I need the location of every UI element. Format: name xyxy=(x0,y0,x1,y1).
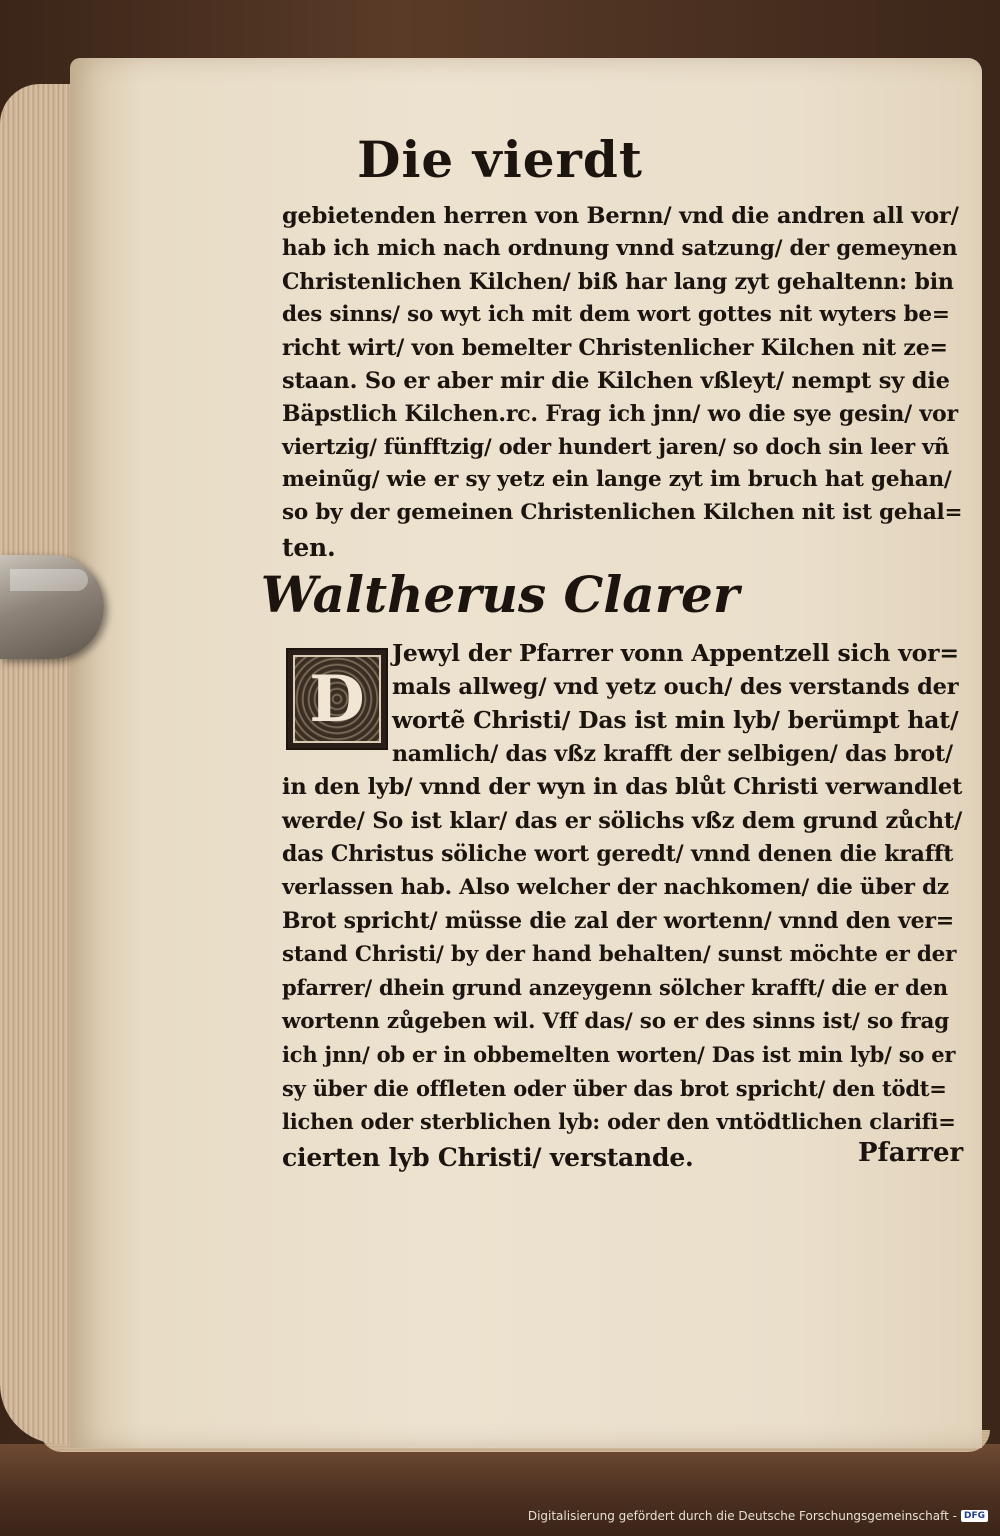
catchword: Pfarrer xyxy=(858,1138,964,1168)
running-head: Die vierdt xyxy=(357,130,643,189)
text-line: stand Christi/ by der hand behalten/ sunst möchte er der xyxy=(282,941,957,967)
text-line: ten. xyxy=(282,533,336,562)
text-line: Brot spricht/ müsse die zal der wortenn/ vnnd den ver= xyxy=(282,908,955,934)
text-line: wortenn zůgeben wil. Vff das/ so er des sinns ist/ so frag xyxy=(282,1008,950,1034)
text-line: viertzig/ fünfftzig/ oder hundert jaren/ so doch sin leer vñ xyxy=(282,434,950,459)
text-line: so by der gemeinen Christenlichen Kilchen nit ist gehal= xyxy=(282,500,963,525)
footer-credit xyxy=(528,1509,988,1523)
text-line: lichen oder sterblichen lyb: oder den vntödtlichen clarifi= xyxy=(282,1109,956,1134)
text-line: staan. So er aber mir die Kilchen vßleyt/ nempt sy die xyxy=(282,368,950,394)
text-line: Bäpstlich Kilchen.rc. Frag ich jnn/ wo die sye gesin/ vor xyxy=(282,401,958,427)
text-line: Christenlichen Kilchen/ biß har lang zyt gehaltenn: bin xyxy=(282,269,954,295)
text-line: des sinns/ so wyt ich mit dem wort gottes nit wyters be= xyxy=(282,302,950,327)
footer-credit-text: Digitalisierung gefördert durch die Deutsche Forschungsgemeinschaft - xyxy=(527,1509,957,1523)
text-line: cierten lyb Christi/ verstande. xyxy=(282,1142,694,1172)
text-line: werde/ So ist klar/ das er sölichs vßz dem grund zůcht/ xyxy=(282,807,963,834)
text-line: Jewyl der Pfarrer vonn Appentzell sich vor= xyxy=(392,639,959,667)
text-line: hab ich mich nach ordnung vnnd satzung/ der gemeynen xyxy=(282,236,958,261)
text-line: das Christus söliche wort geredt/ vnnd denen die krafft xyxy=(282,841,954,867)
dfg-logo: DFG xyxy=(961,1510,988,1522)
text-line: meinũg/ wie er sy yetz ein lange zyt im bruch hat gehan/ xyxy=(282,467,952,492)
text-line: gebietenden herren von Bernn/ vnd die andren all vor/ xyxy=(282,203,959,229)
text-line: namlich/ das vßz krafft der selbigen/ das brot/ xyxy=(392,740,953,767)
text-line: wortẽ Christi/ Das ist min lyb/ berümpt hat/ xyxy=(392,706,959,734)
section-title: Waltherus Clarer xyxy=(260,565,740,624)
text-line: ich jnn/ ob er in obbemelten worten/ Das ist min lyb/ so er xyxy=(282,1042,956,1067)
text-line: richt wirt/ von bemelter Christenlicher Kilchen nit ze= xyxy=(282,335,948,361)
drop-cap-letter: D xyxy=(293,655,381,743)
text-line: mals allweg/ vnd yetz ouch/ des verstands der xyxy=(392,673,959,700)
text-line: verlassen hab. Also welcher der nachkomen/ die über dz xyxy=(282,874,949,900)
drop-cap-initial xyxy=(286,648,388,750)
text-line: in den lyb/ vnnd der wyn in das blůt Christi verwandlet xyxy=(282,774,963,800)
text-line: sy über die offleten oder über das brot spricht/ den tödt= xyxy=(282,1075,947,1101)
text-line: pfarrer/ dhein grund anzeygenn sölcher krafft/ die er den xyxy=(282,975,948,1000)
